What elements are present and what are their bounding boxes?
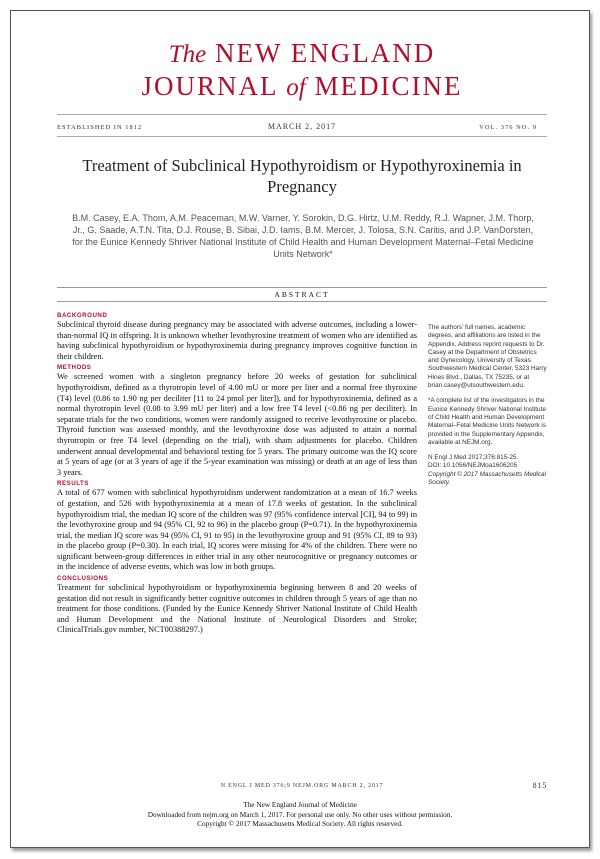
abstract-heading: ABSTRACT [57, 287, 547, 302]
download-notice [30, 800, 570, 829]
masthead-of: of [286, 74, 306, 101]
conclusions-text: Treatment for subclinical hypothyroidism or hypothyroxinemia beginning between 8 and 20 weeks of gestation did not result in significantly better cognitive outcomes in children through 5 years of age than no treatment for those conditions. (Funded by the Eunice Kennedy Shriver National Institute of Child Health and Human Development and the National Institute of Neurological Disorders and Stroke; ClinicalTrials.gov number, NCT00388297.) [57, 583, 417, 635]
results-heading: RESULTS [57, 480, 89, 488]
author-list: B.M. Casey, E.A. Thom, A.M. Peaceman, M.W. Varner, Y. Sorokin, D.G. Hirtz, U.M. Reddy, R.J. Wapner, J.M. Thorp, Jr., G. Saade, A.T.N. Tita, D.J. Rouse, B. Sibai, J.D. Iams, B.M. Mercer, J. Tolosa, S.N. Caritis, and J.P. VanDorsten, for the Eunice Kennedy Shriver National Institute of Child Health and Human Development Maternal–Fetal Medicine Units Network* [72, 213, 534, 259]
masthead-the: The [168, 41, 207, 68]
download-line-journal: The New England Journal of Medicine [243, 800, 357, 809]
doi-line: DOI: 10.1056/NEJMoa1606205 [428, 462, 518, 470]
masthead-line2 [57, 71, 547, 102]
masthead-line1 [57, 38, 547, 69]
masthead-new-england: NEW ENGLAND [215, 38, 436, 68]
download-line-copyright: Copyright © 2017 Massachusetts Medical Society. All rights reserved. [197, 819, 403, 828]
methods-text: We screened women with a singleton pregnancy before 20 weeks of gestation for subclinical hypothyroidism, defined as a thyrotropin level of 4.00 mU or more per liter and a normal free thyroxine (T4) level (0.86 to 1.90 ng per deciliter [11 to 24 pmol per liter]), and for hypothyroxinemia, defined as a normal thyrotropin level (0.08 to 3.99 mU per liter) and a low free T4 level (<0.86 ng per deciliter). In separate trials for the two conditions, women were randomly assigned to receive levothyroxine or placebo. Thyroid function was assessed monthly, and the levothyroxine dose was adjusted to attain a normal thyrotropin or free T4 level (depending on the trial), with sham adjustments for placebo. Children underwent annual developmental and behavioral testing for 5 years. The primary outcome was the IQ score at 5 years of age (or at 3 years of age if the 5-year examination was missing) or death at an age of less than 3 years. [57, 372, 417, 477]
results-text: A total of 677 women with subclinical hypothyroidism underwent randomization at a mean of 16.7 weeks of gestation, and 526 with hypothyroxinemia at a mean of 17.8 weeks of gestation. In the subclinical hypothyroidism trial, the median IQ score of the children was 97 (95% confidence interval [CI], 94 to 99) in the levothyroxine group and 94 (95% CI, 92 to 96) in the placebo group (P=0.71). In the hypothyroxinemia trial, the median IQ score was 94 (95% CI, 91 to 95) in the levothyroxine group and 91 (95% CI, 89 to 93) in the placebo group (P=0.30). In each trial, IQ scores were missing for 4% of the children. There were no significant between-group differences in either trial in any other neurocognitive or pregnancy outcomes or in the incidence of adverse events, which was low in both groups. [57, 488, 417, 572]
running-footer [57, 783, 547, 793]
issue-date: MARCH 2, 2017 [267, 122, 337, 131]
background-text: Subclinical thyroid disease during pregnancy may be associated with adverse outcomes, including a lower-than-normal IQ in offspring. It is unknown whether levothyroxine treatment of women who are identified as having subclinical hypothyroidism or hypothyroxinemia during pregnancy improves cognitive function in their children. [57, 320, 417, 361]
running-footer-text: N ENGL J MED 376;9 NEJM.ORG MARCH 2, 2017 [220, 783, 384, 789]
masthead-medicine: MEDICINE [314, 71, 463, 101]
established-label: ESTABLISHED IN 1812 [57, 124, 143, 131]
download-line-usage: Downloaded from nejm.org on March 1, 2017. For personal use only. No other uses without permission. [147, 809, 453, 819]
background-heading: BACKGROUND [57, 312, 108, 319]
journal-masthead [57, 38, 547, 137]
conclusions-heading: CONCLUSIONS [57, 575, 109, 583]
page-number: 815 [532, 781, 547, 790]
sidebar-copyright: Copyright © 2017 Massachusetts Medical Society. [428, 470, 547, 487]
affiliations-note: The authors’ full names, academic degrees, and affiliations are listed in the Appendix. Address reprint requests to Dr. Casey at the Department of Obstetrics and Gynecology, University of Texas Southwestern Medical Center, 5323 Harry Hines Blvd., Dallas, TX 75235, or at brian.casey@utsouthwestern.edu. [428, 324, 547, 390]
masthead-rule [57, 114, 547, 115]
citation-line: N Engl J Med 2017;376:815-25. [428, 454, 519, 462]
methods-heading: METHODS [57, 364, 92, 372]
sidebar-notes [428, 324, 548, 487]
masthead-journal: JOURNAL [141, 71, 278, 101]
investigators-note: *A complete list of the investigators in the Eunice Kennedy Shriver National Institute of Child Health and Human Development Maternal–Fetal Medicine Units Network is provided in the Supplementary Appendix, available at NEJM.org. [428, 397, 546, 446]
volume-number: VOL. 376 NO. 9 [479, 124, 537, 131]
article-title: Treatment of Subclinical Hypothyroidism or Hypothyroxinemia in Pregnancy [82, 156, 522, 196]
abstract-body [57, 310, 417, 636]
